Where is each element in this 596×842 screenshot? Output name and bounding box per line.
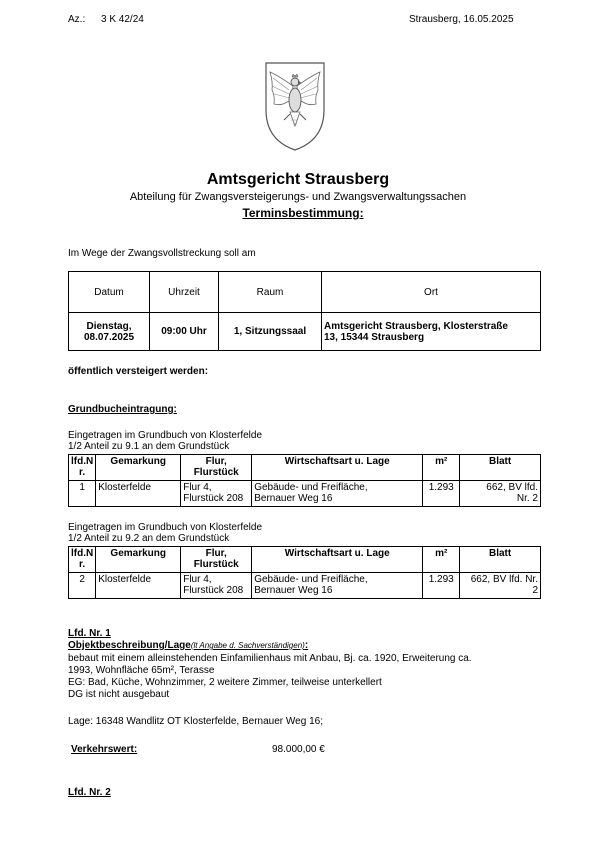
place-date: Strausberg, 16.05.2025 xyxy=(409,14,514,25)
court-department: Abteilung für Zwangsversteigerungs- und Zwangsverwaltungssachen xyxy=(129,191,467,203)
entry-1-intro: Eingetragen im Grundbuch von Klosterfelde 1/2 Anteil zu 9.1 an dem Grundstück xyxy=(68,430,263,452)
market-value: 98.000,00 € xyxy=(272,744,325,755)
entry-blatt: 662, BV lfd. Nr. 2 xyxy=(460,481,541,507)
file-reference-label: Az.: xyxy=(68,14,86,25)
document-title: Terminsbestimmung: xyxy=(242,206,364,220)
col-header-gemarkung: Gemarkung xyxy=(96,547,181,573)
col-header-wirtschaftsart: Wirtschaftsart u. Lage xyxy=(252,547,423,573)
col-header-lfd: lfd.N r. xyxy=(69,547,96,573)
entry-gemarkung: Klosterfelde xyxy=(96,573,181,599)
col-header-flur: Flur, Flurstück xyxy=(181,547,252,573)
appointment-room: 1, Sitzungssaal xyxy=(219,313,322,351)
col-header-m2: m² xyxy=(423,455,460,481)
col-header-date: Datum xyxy=(69,272,150,313)
col-header-time: Uhrzeit xyxy=(150,272,219,313)
col-header-blatt: Blatt xyxy=(460,455,541,481)
col-header-blatt: Blatt xyxy=(460,547,541,573)
appointment-date: Dienstag, 08.07.2025 xyxy=(69,313,150,351)
file-reference-value: 3 K 42/24 xyxy=(101,14,144,25)
object-location: Lage: 16348 Wandlitz OT Klosterfelde, Bernauer Weg 16; xyxy=(68,716,323,727)
entry-area: 1.293 xyxy=(423,573,460,599)
col-header-lfd: lfd.N r. xyxy=(69,455,96,481)
entry-flur: Flur 4, Flurstück 208 xyxy=(181,481,252,507)
entry-nr: 2 xyxy=(69,573,96,599)
entry-blatt: 662, BV lfd. Nr. 2 xyxy=(460,573,541,599)
auction-text: öffentlich versteigert werden: xyxy=(68,366,209,377)
entry-flur: Flur 4, Flurstück 208 xyxy=(181,573,252,599)
col-header-room: Raum xyxy=(219,272,322,313)
object-description-heading: Objektbeschreibung/Lage(lt Angabe d. Sachverständigen): xyxy=(68,640,309,651)
appointment-table xyxy=(68,271,541,351)
market-value-label: Verkehrswert: xyxy=(71,744,138,755)
entry-area: 1.293 xyxy=(423,481,460,507)
court-name: Amtsgericht Strausberg xyxy=(206,171,390,188)
col-header-gemarkung: Gemarkung xyxy=(96,455,181,481)
entry-gemarkung: Klosterfelde xyxy=(96,481,181,507)
entry-wirtschaftsart: Gebäude- und Freifläche, Bernauer Weg 16 xyxy=(252,481,423,507)
entry-2-intro: Eingetragen im Grundbuch von Klosterfelde 1/2 Anteil zu 9.2 an dem Grundstück xyxy=(68,522,263,544)
coat-of-arms-icon xyxy=(263,60,327,152)
land-register-heading: Grundbucheintragung: xyxy=(68,404,177,415)
lot-1-heading: Lfd. Nr. 1 xyxy=(68,628,111,639)
col-header-m2: m² xyxy=(423,547,460,573)
appointment-place: Amtsgericht Strausberg, Klosterstraße 13, 15344 Strausberg xyxy=(322,313,541,351)
entry-nr: 1 xyxy=(69,481,96,507)
col-header-wirtschaftsart: Wirtschaftsart u. Lage xyxy=(252,455,423,481)
land-register-table-2 xyxy=(68,546,541,599)
intro-text: Im Wege der Zwangsvollstreckung soll am xyxy=(68,248,256,259)
col-header-place: Ort xyxy=(322,272,541,313)
object-description: bebaut mit einem alleinstehenden Einfamilienhaus mit Anbau, Bj. ca. 1920, Erweiterung ca. 1993, Wohnfläche 65m², Terasse EG: Bad, Küche, Wohnzimmer, 2 weitere Zimmer, teilweise unterkellert DG ist nicht ausgebaut xyxy=(68,653,472,700)
land-register-table-1 xyxy=(68,454,541,507)
entry-wirtschaftsart: Gebäude- und Freifläche, Bernauer Weg 16 xyxy=(252,573,423,599)
lot-2-heading: Lfd. Nr. 2 xyxy=(68,787,111,798)
appointment-time: 09:00 Uhr xyxy=(150,313,219,351)
col-header-flur: Flur, Flurstück xyxy=(181,455,252,481)
